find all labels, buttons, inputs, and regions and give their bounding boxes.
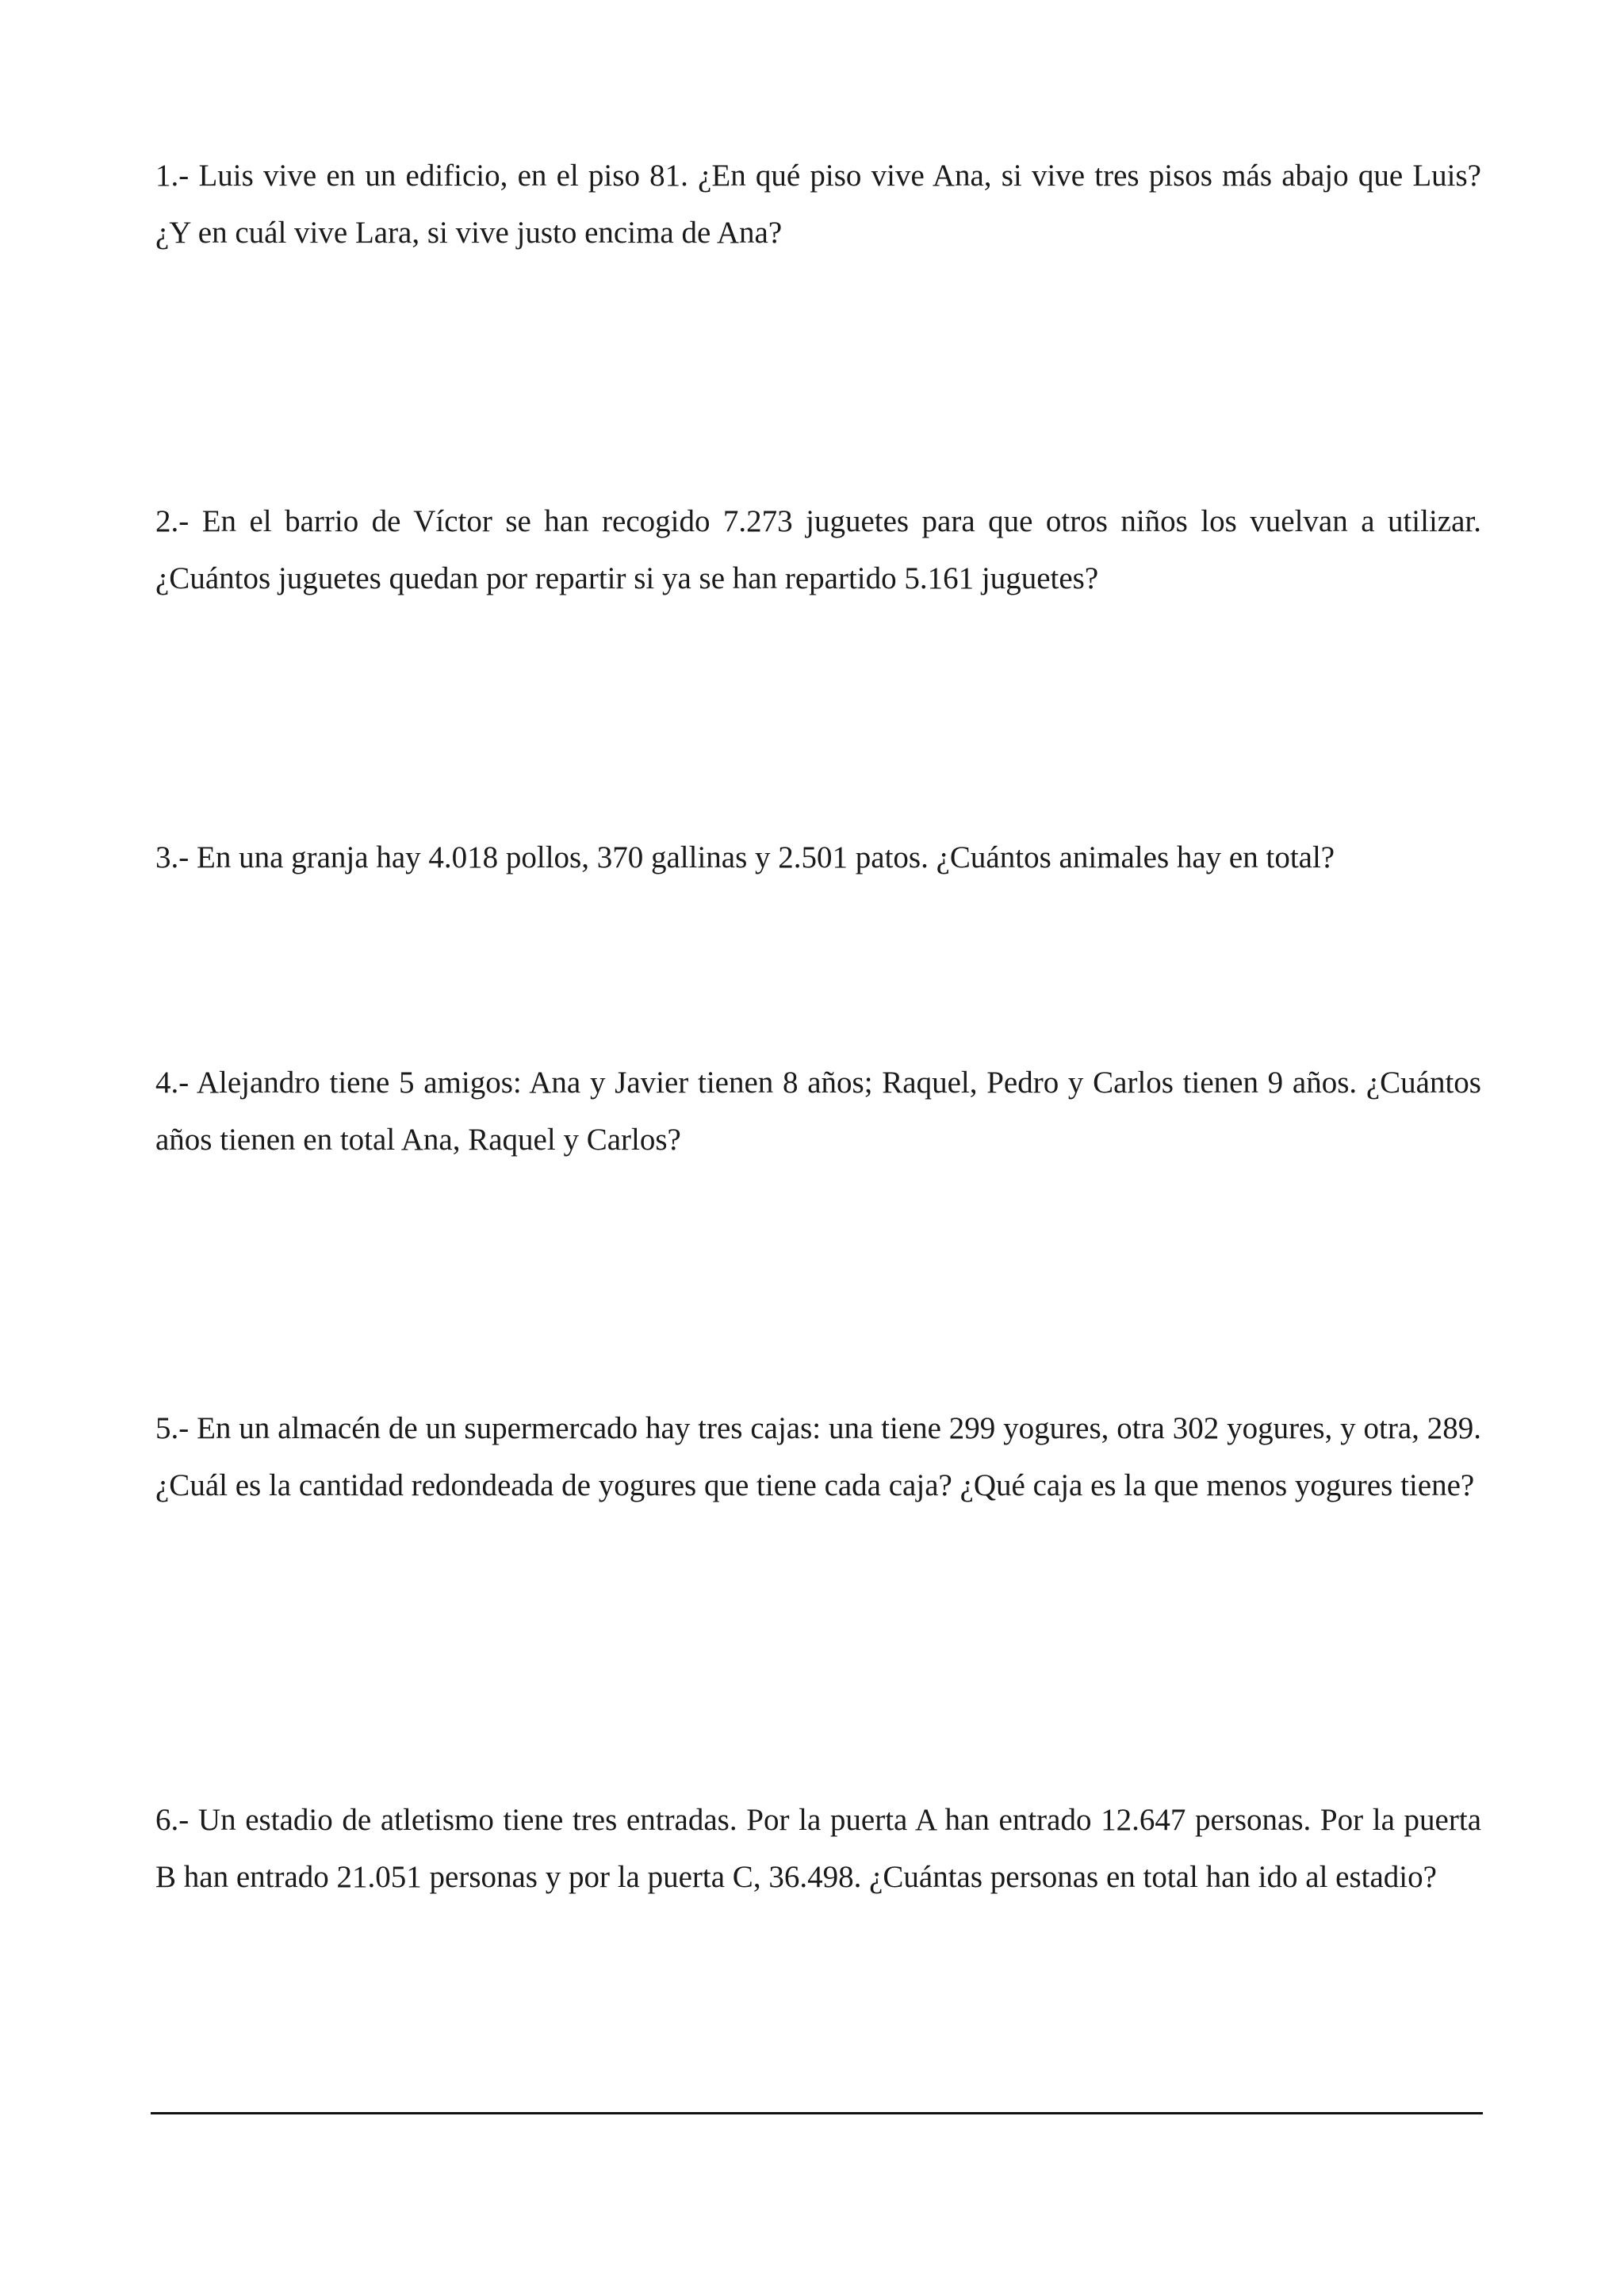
- problem-number: 2.-: [155, 504, 190, 538]
- problem-text: Un estadio de atletismo tiene tres entradas. Por la puerta A han entrado 12.647 personas. Por la puerta B han entrado 21.051 personas y por la puerta C, 36.498. ¿Cuántas personas en total han ido al estadio?: [155, 1803, 1482, 1894]
- problem-2: [155, 493, 1481, 607]
- problem-3: [155, 829, 1481, 886]
- problem-text: Alejandro tiene 5 amigos: Ana y Javier tienen 8 años; Raquel, Pedro y Carlos tienen 9 años. ¿Cuántos años tienen en total Ana, Raquel y Carlos?: [155, 1066, 1481, 1157]
- problem-number: 5.-: [155, 1411, 190, 1445]
- problem-4: [155, 1054, 1481, 1169]
- problem-text: En un almacén de un supermercado hay tres cajas: una tiene 299 yogures, otra 302 yogures, y otra, 289. ¿Cuál es la cantidad redondeada de yogures que tiene cada caja? ¿Qué caja es la que menos yogures tiene?: [155, 1411, 1481, 1502]
- problem-number: 4.-: [155, 1066, 190, 1100]
- problem-text: En el barrio de Víctor se han recogido 7.273 juguetes para que otros niños los vuelvan a utilizar. ¿Cuántos juguetes quedan por repartir si ya se han repartido 5.161 juguetes?: [155, 504, 1482, 595]
- problem-5: [155, 1400, 1481, 1514]
- problem-text: Luis vive en un edificio, en el piso 81. ¿En qué piso vive Ana, si vive tres pisos más abajo que Luis? ¿Y en cuál vive Lara, si vive justo encima de Ana?: [155, 159, 1481, 250]
- footer-divider: [151, 2112, 1483, 2114]
- problem-6: [155, 1792, 1481, 1906]
- problem-number: 6.-: [155, 1803, 190, 1837]
- problem-1: [155, 147, 1481, 262]
- problem-text: En una granja hay 4.018 pollos, 370 gallinas y 2.501 patos. ¿Cuántos animales hay en total?: [197, 840, 1335, 874]
- problem-number: 1.-: [155, 159, 190, 193]
- problem-number: 3.-: [155, 840, 190, 874]
